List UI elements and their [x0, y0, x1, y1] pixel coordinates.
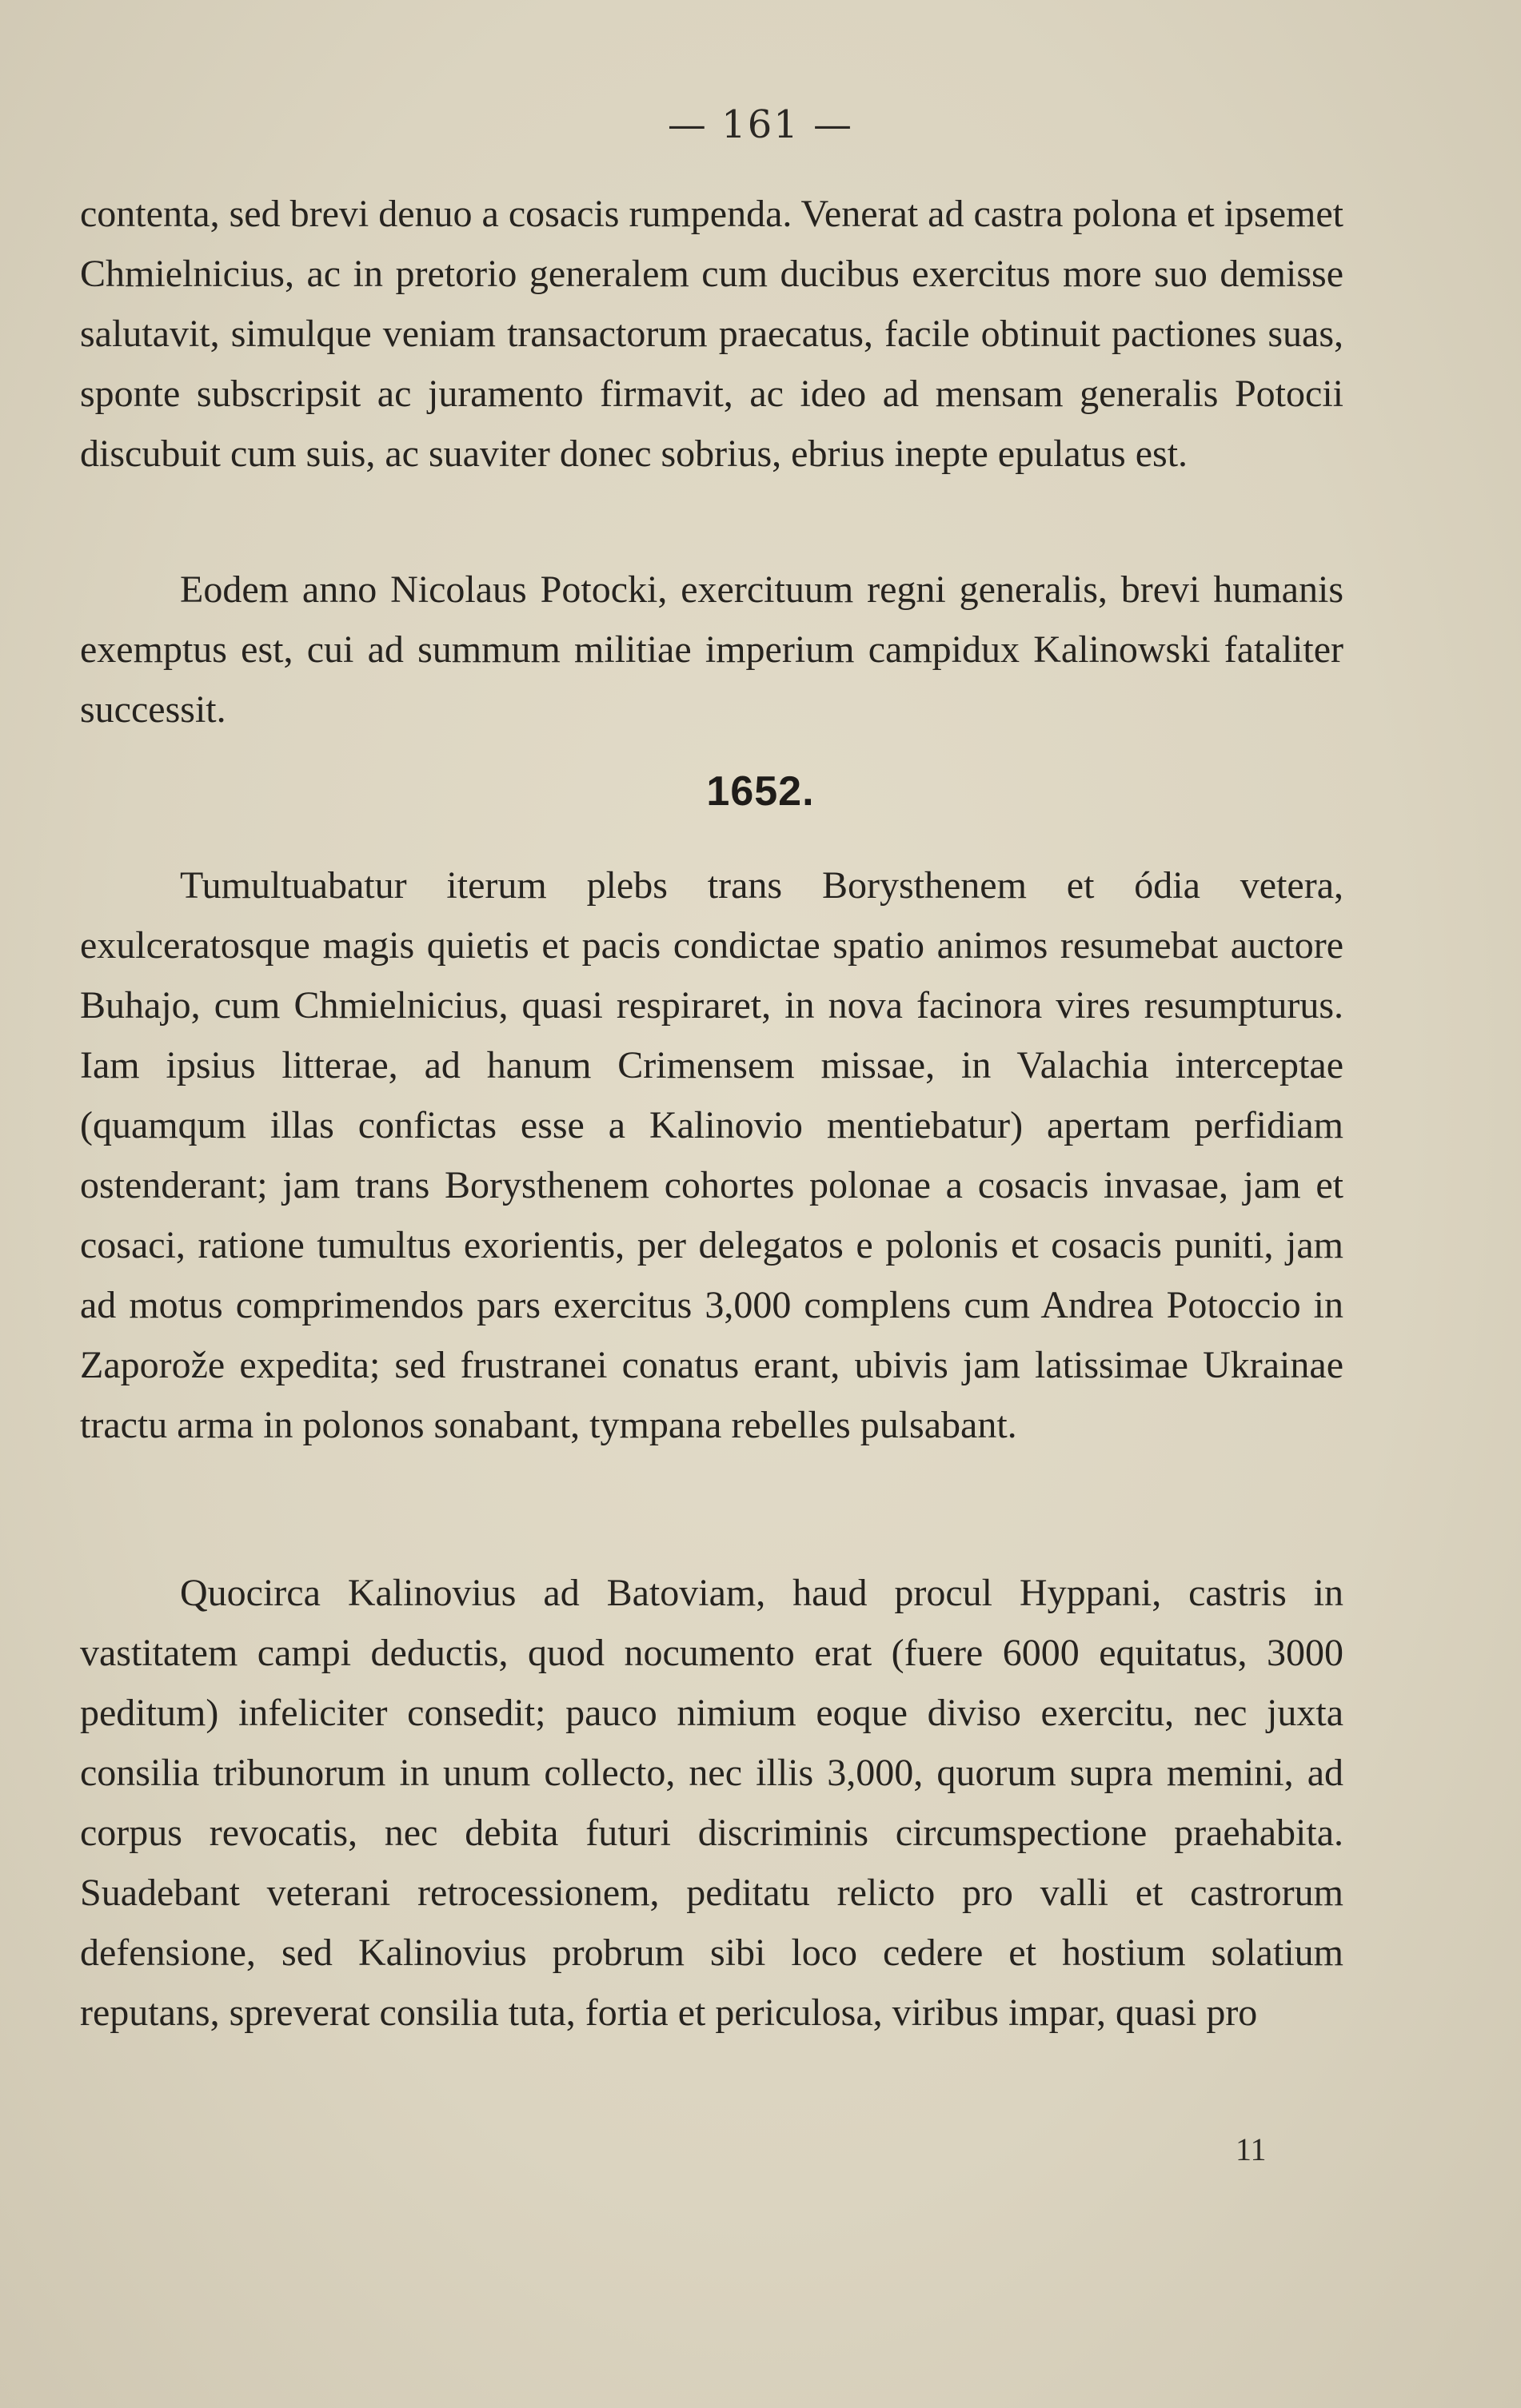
year-heading: 1652. — [706, 768, 815, 815]
text-block-1 — [80, 184, 1343, 484]
signature-mark: 11 — [1236, 2131, 1267, 2167]
paragraph-4: Quocirca Kalinovius ad Batoviam, haud procul Hyppani, castris in vastitatem campi deductis, quod nocumento erat (fuere 6000 equitatus, 3000 peditum) infeliciter consedit; pauco nimium eoque diviso exercitu, nec juxta consilia tribunorum in unum collecto, nec illis 3,000, quorum supra memini, ad corpus revocatis, nec debita futuri discriminis circumspectione praehabita. Suadebant veterani retrocessionem, peditatu relicto pro valli et castrorum defensione, sed Kalinovius probrum sibi loco cedere et hostium solatium reputans, spreverat consilia tuta, fortia et periculosa, viribus impar, quasi pro — [80, 1572, 1343, 2034]
paragraph-3: Tumultuabatur iterum plebs trans Borysthenem et ódia vetera, exulceratosque magis quietis et pacis condictae spatio animos resumebat auctore Buhajo, cum Chmielnicius, quasi respiraret, in nova facinora vires resumpturus. Iam ipsius litterae, ad hanum Crimensem missae, in Valachia interceptae (quamqum illas confictas esse a Kalinovio mentiebatur) apertam perfidiam ostenderant; jam trans Borysthenem cohortes polonae a cosacis invasae, jam et cosaci, ratione tumultus exorientis, per delegatos e polonis et cosacis puniti, jam ad motus comprimendos pars exercitus 3,000 complens cum Andrea Potoccio in Zaporože expedita; sed frustranei conatus erant, ubivis jam latissimae Ukrainae tractu arma in polonos sonabant, tympana rebelles pulsabant. — [80, 864, 1343, 1446]
text-block-4 — [80, 1563, 1343, 2043]
text-block-3 — [80, 855, 1343, 1455]
text-block-2 — [80, 560, 1343, 740]
paragraph-1: contenta, sed brevi denuo a cosacis rumpenda. Venerat ad castra polona et ipsemet Chmielnicius, ac in pretorio generalem cum ducibus exercitus more suo demisse salutavit, simulque veniam transactorum praecatus, facile obtinuit pactiones suas, sponte subscripsit ac juramento firmavit, ac ideo ad mensam generalis Potocii discubuit cum suis, ac suaviter donec sobrius, ebrius inepte epulatus est. — [80, 193, 1343, 475]
page-number-header: — 161 — — [667, 102, 854, 147]
paragraph-2: Eodem anno Nicolaus Potocki, exercituum regni generalis, brevi humanis exemptus est, cui ad summum militiae imperium campidux Kalinowski fataliter successit. — [80, 568, 1343, 731]
